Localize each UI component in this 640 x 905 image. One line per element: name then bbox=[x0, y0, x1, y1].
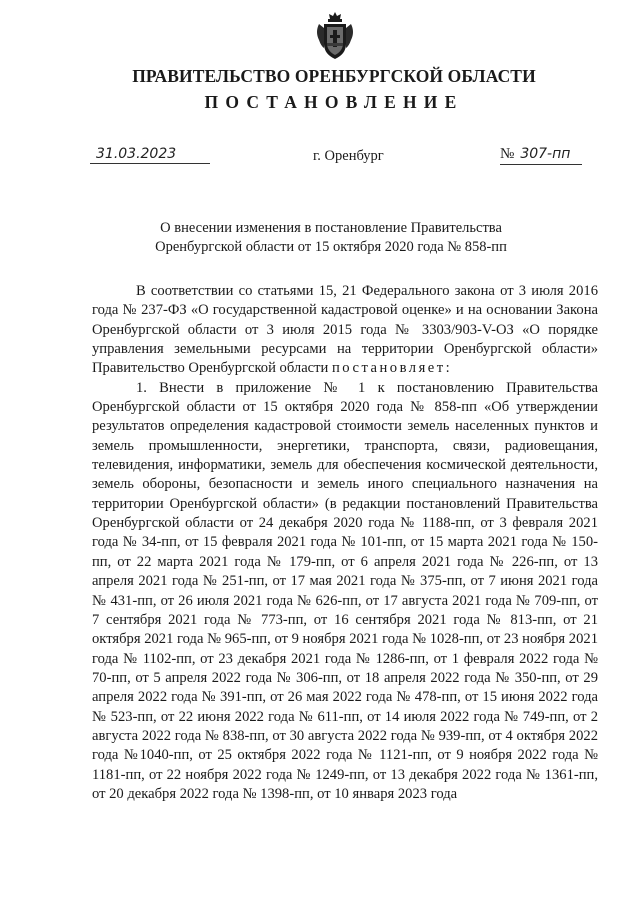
org-title: ПРАВИТЕЛЬСТВО ОРЕНБУРГСКОЙ ОБЛАСТИ bbox=[132, 66, 536, 86]
document-subject bbox=[0, 219, 640, 257]
number-prefix: № bbox=[500, 146, 515, 162]
coat-of-arms-icon bbox=[315, 10, 355, 62]
document-body bbox=[92, 282, 598, 804]
subject-line-1: О внесении изменения в постановление Правительства bbox=[160, 220, 502, 236]
meta-row bbox=[0, 146, 640, 170]
number-handwritten: 307-пп bbox=[520, 146, 571, 162]
paragraph-preamble bbox=[92, 282, 598, 379]
document-city: г. Оренбург bbox=[313, 148, 384, 164]
document-date: 31.03.2023 bbox=[90, 146, 210, 164]
preamble-text: В соответствии со статьями 15, 21 Федерального закона от 3 июля 2016 года № 237-ФЗ «О государственной кадастровой оценке» и на основании Закона Оренбургской области от 3 июля 2015 года № 3303/903-V-ОЗ «О порядке управления земельными ресурсами на территории Оренбургской области» Правительство Оренбургской области bbox=[92, 283, 598, 377]
paragraph-item-1: 1. Внести в приложение № 1 к постановлению Правительства Оренбургской области от 15 октября 2020 года № 858-пп «Об утверждении результатов определения кадастровой стоимости земель населенных пунктов и земель промышленности, энергетики, транспорта, связи, радиовещания, телевидения, информатики, земель для обеспечения космической деятельности, земель обороны, безопасности и земель иного специального назначения на территории Оренбургской области» (в редакции постановлений Правительства Оренбургской области от 24 декабря 2020 года № 1188-пп, от 3 февраля 2021 года № 34-пп, от 15 февраля 2021 года № 101-пп, от 15 марта 2021 года № 150-пп, от 22 марта 2021 года № 179-пп, от 6 апреля 2021 года № 226-пп, от 13 апреля 2021 года № 251-пп, от 17 мая 2021 года № 375-пп, от 7 июня 2021 года № 431-пп, от 26 июля 2021 года № 626-пп, от 17 августа 2021 года № 709-пп, от 7 сентября 2021 года № 773-пп, от 16 сентября 2021 года № 813-пп, от 21 октября 2021 года № 965-пп, от 9 ноября 2021 года № 1028-пп, от 23 ноября 2021 года № 1102-пп, от 23 декабря 2021 года № 1286-пп, от 1 февраля 2022 года № 70-пп, от 5 апреля 2022 года № 306-пп, от 18 апреля 2022 года № 350-пп, от 29 апреля 2022 года № 391-пп, от 26 мая 2022 года № 478-пп, от 15 июня 2022 года № 523-пп, от 22 июня 2022 года № 611-пп, от 14 июля 2022 года № 749-пп, от 2 августа 2022 года № 838-пп, от 30 августа 2022 года № 939-пп, от 4 октября 2022 года №1040-пп, от 25 октября 2022 года № 1121-пп, от 9 ноября 2022 года № 1181-пп, от 22 ноября 2022 года № 1249-пп, от 13 декабря 2022 года № 1361-пп, от 20 декабря 2022 года № 1398-пп, от 10 января 2023 года bbox=[92, 379, 598, 802]
document-number bbox=[500, 146, 582, 165]
doc-type-title: ПОСТАНОВЛЕНИЕ bbox=[204, 92, 464, 112]
subject-line-2: Оренбургской области от 15 октября 2020 года № 858-пп bbox=[155, 239, 507, 255]
resolve-keyword: постановляет: bbox=[332, 360, 453, 377]
